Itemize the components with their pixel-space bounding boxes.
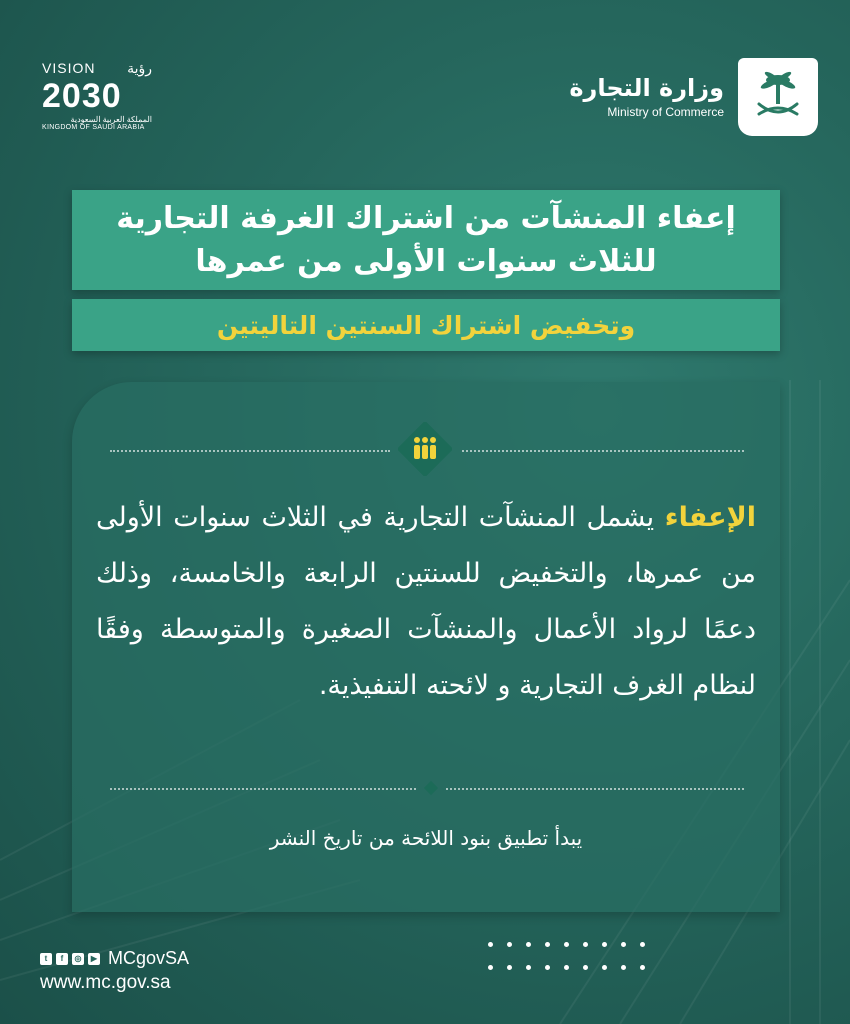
website-link[interactable]: www.mc.gov.sa xyxy=(40,972,171,993)
facebook-icon[interactable]: f xyxy=(56,953,68,965)
vision-2030-logo xyxy=(42,60,152,131)
body-text xyxy=(96,490,756,714)
vision-ar-label: رؤية xyxy=(127,60,152,76)
publication-note: يبدأ تطبيق بنود اللائحة من تاريخ النشر xyxy=(269,826,583,850)
title-line-2: للثلاث سنوات الأولى من عمرها xyxy=(195,244,657,279)
subtitle: وتخفيض اشتراك السنتين التاليتين xyxy=(216,310,636,340)
vision-kingdom-ar: المملكة العربية السعودية xyxy=(70,115,152,124)
title-line-1: إعفاء المنشآت من اشتراك الغرفة التجارية xyxy=(116,200,736,236)
team-icon xyxy=(398,422,452,476)
instagram-icon[interactable]: ◎ xyxy=(72,953,84,965)
body-highlight: الإعفاء xyxy=(664,502,756,533)
subtitle-banner xyxy=(72,299,780,351)
ministry-name-ar: وزارة التجارة xyxy=(569,73,724,102)
social-handle[interactable]: MCgovSA xyxy=(108,948,190,968)
title-banner xyxy=(72,190,780,290)
social-bar xyxy=(40,948,189,969)
body-paragraph: يشمل المنشآت التجارية في الثلاث سنوات الأولى من عمرها، والتخفيض للسنتين الرابعة والخامسة، وذلك دعمًا لرواد الأعمال والمنشآت الصغيرة والمتوسطة وفقًا لنظام الغرف التجارية و لائحته التنفيذية. xyxy=(96,502,756,701)
twitter-icon[interactable]: t xyxy=(40,953,52,965)
divider-left xyxy=(110,450,390,452)
divider-bottom-left xyxy=(110,788,416,790)
vision-label: VISION xyxy=(42,60,96,76)
youtube-icon[interactable]: ▶ xyxy=(88,953,100,965)
divider-right xyxy=(462,450,744,452)
ministry-logo xyxy=(569,58,818,136)
ministry-name-en: Ministry of Commerce xyxy=(607,105,724,120)
vision-kingdom-en: KINGDOM OF SAUDI ARABIA xyxy=(42,124,145,131)
decorative-dots xyxy=(488,942,645,988)
saudi-emblem-icon xyxy=(738,58,818,136)
vision-year: 2030 xyxy=(42,77,122,115)
divider-bottom-right xyxy=(446,788,744,790)
